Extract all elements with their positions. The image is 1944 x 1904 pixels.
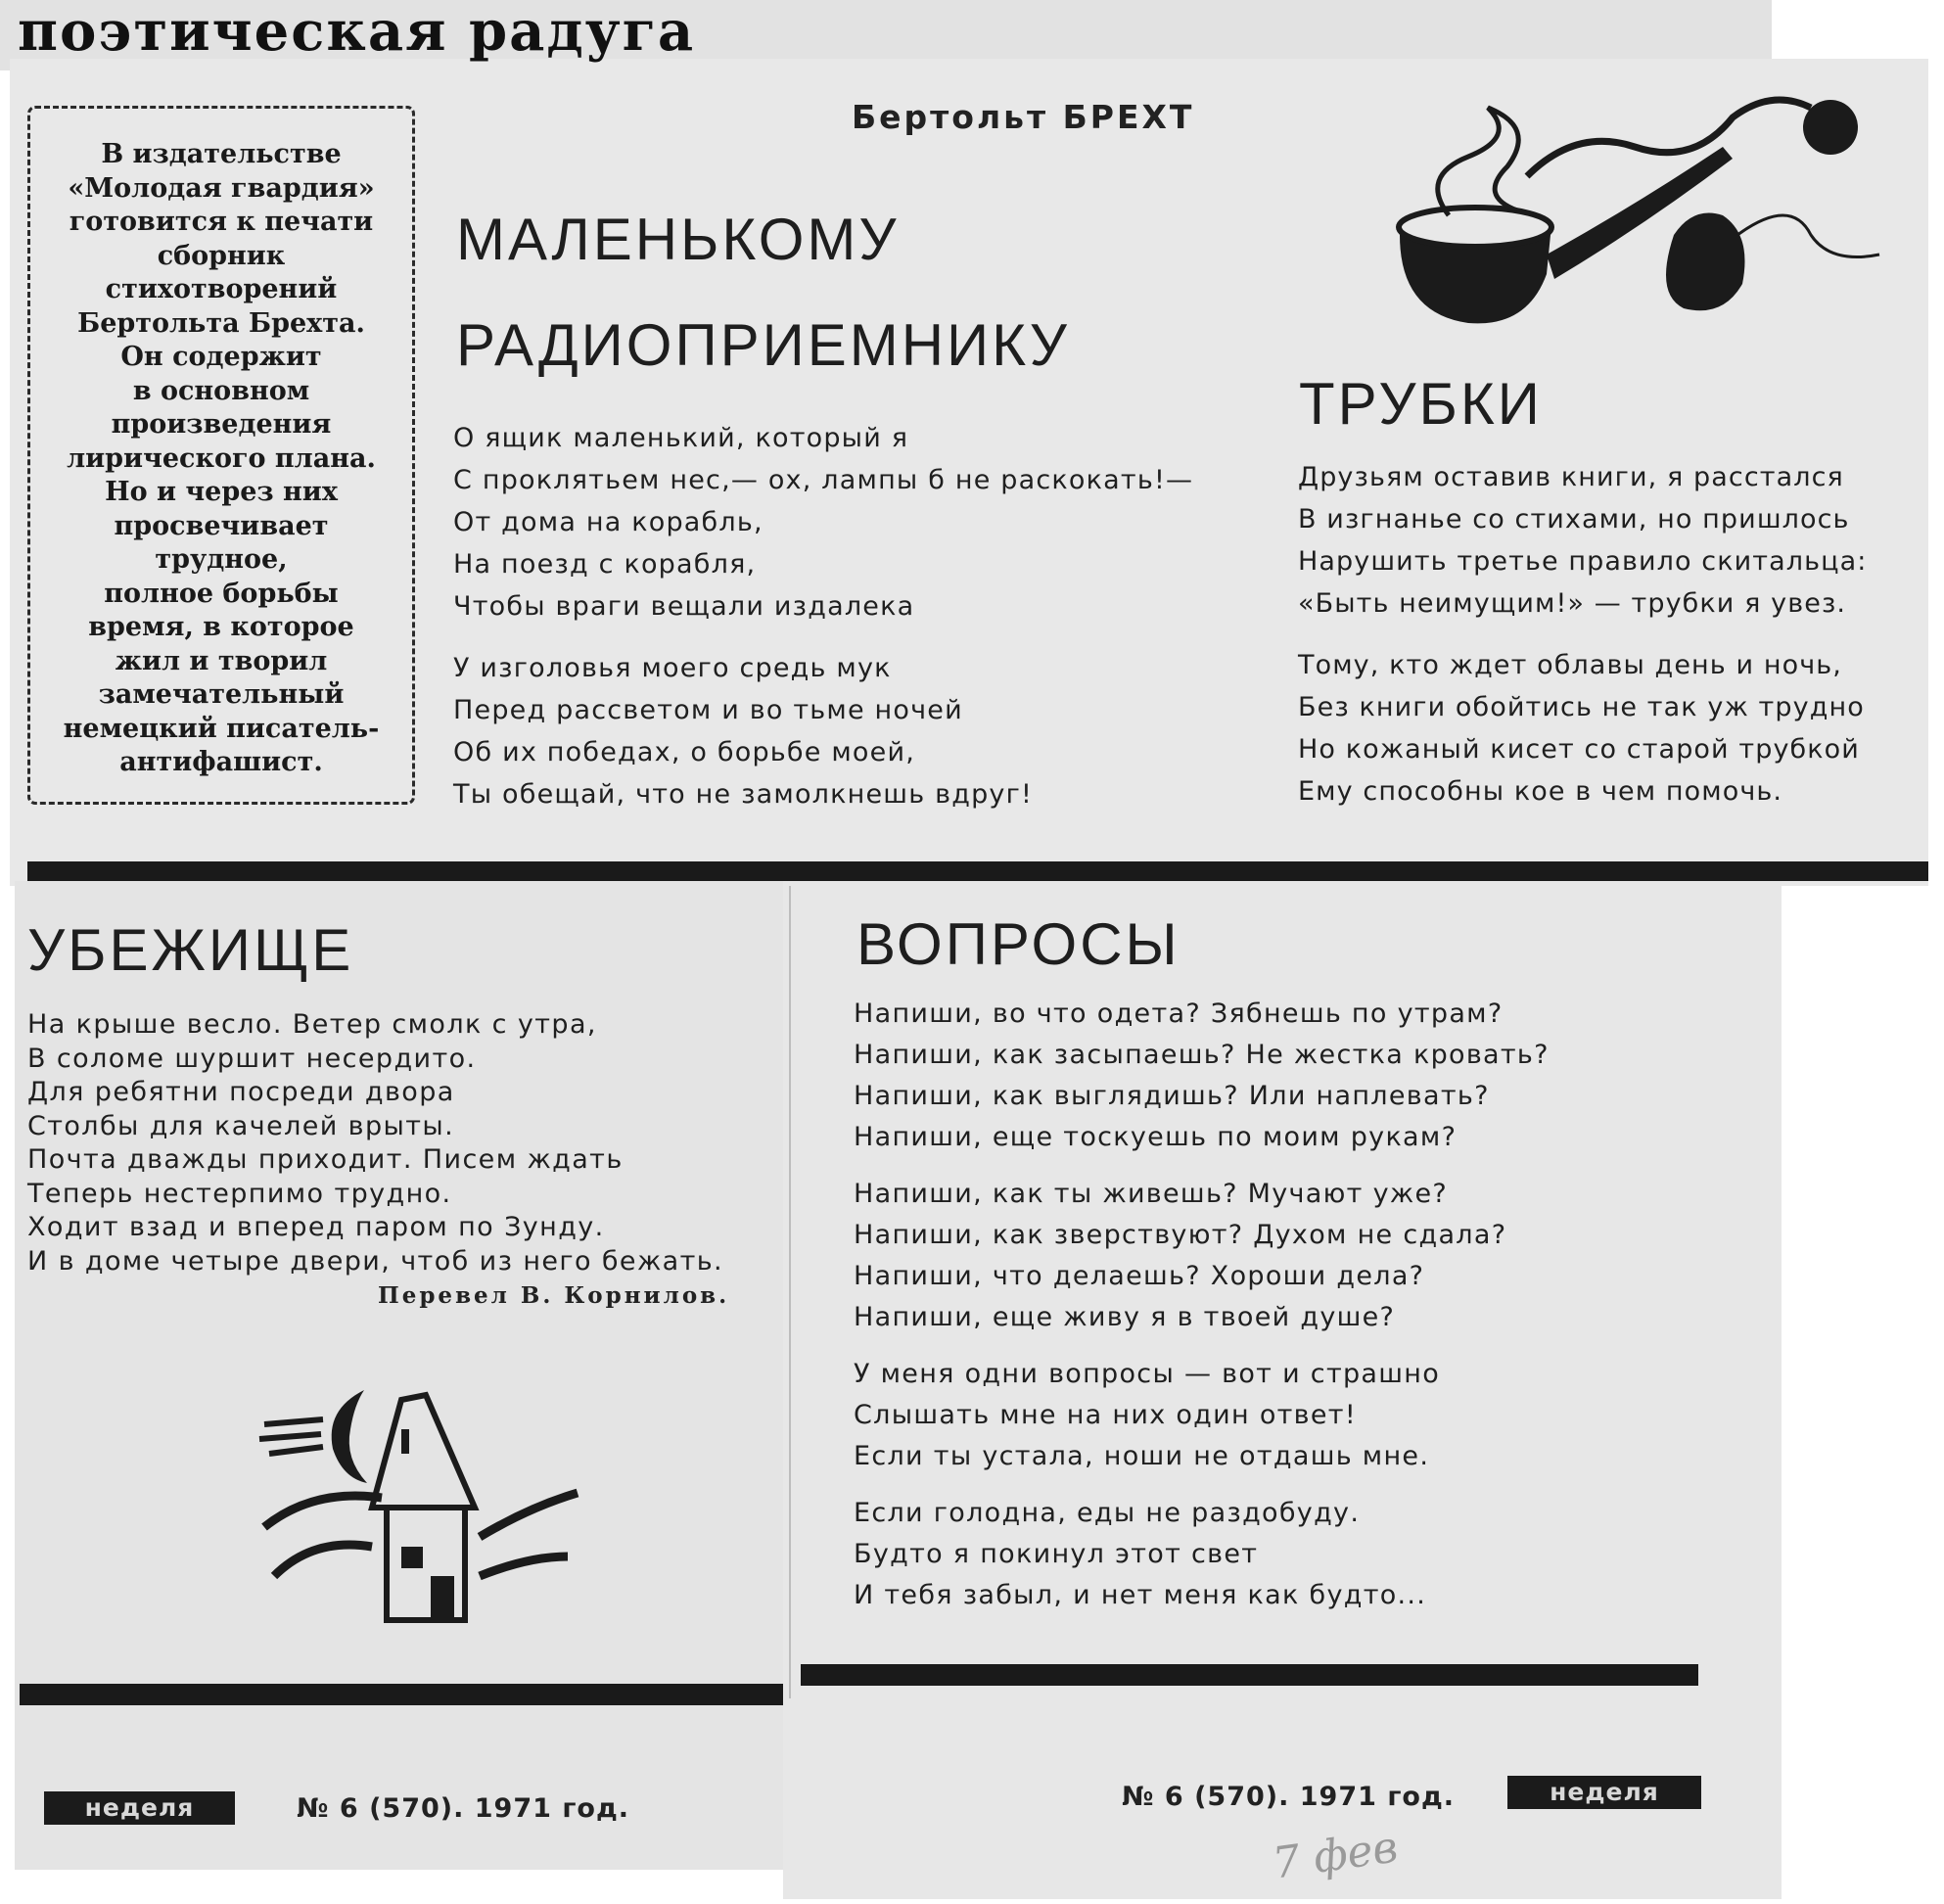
notice-line: трудное, bbox=[155, 544, 288, 575]
poem-line: «Быть неимущим!» — трубки я увез. bbox=[1298, 588, 1847, 619]
poem-line: О ящик маленький, который я bbox=[453, 423, 909, 453]
poem-line: Тому, кто ждет облавы день и ночь, bbox=[1298, 650, 1842, 680]
poem-stanza bbox=[1298, 456, 1867, 625]
section-rule-top bbox=[27, 861, 1928, 881]
poem-stanza bbox=[453, 417, 1193, 627]
poem-line: Столбы для качелей врыты. bbox=[27, 1110, 455, 1141]
notice-line: Бертольта Брехта. bbox=[77, 307, 365, 339]
poem-line: Чтобы враги вещали издалека bbox=[453, 591, 915, 622]
poem-line: Если ты устала, ноши не отдашь мне. bbox=[854, 1441, 1430, 1471]
poem-line: С проклятьем нес,— ох, лампы б не раскокать!— bbox=[453, 465, 1194, 495]
poem-line: И тебя забыл, и нет меня как будто... bbox=[854, 1580, 1427, 1610]
notice-line: немецкий писатель- bbox=[63, 713, 380, 744]
house-roof bbox=[372, 1395, 475, 1508]
poem-title-radio-line2: РАДИОПРИЕМНИКУ bbox=[456, 312, 1070, 378]
poem-line: Но кожаный кисет со старой трубкой bbox=[1298, 734, 1860, 765]
poem-title-radio-line1: МАЛЕНЬКОМУ bbox=[456, 207, 900, 272]
poem-line: Напиши, как засыпаешь? Не жестка кровать? bbox=[854, 1040, 1550, 1070]
poem-line: Перед рассветом и во тьме ночей bbox=[453, 695, 963, 725]
smoke-curl bbox=[1438, 108, 1519, 215]
poem-stanza bbox=[854, 1174, 1550, 1338]
poem-shelter-body bbox=[27, 1008, 723, 1278]
notice-line: просвечивает bbox=[114, 510, 329, 541]
poem-line: Без книги обойтись не так уж трудно bbox=[1298, 692, 1865, 722]
notice-line: стихотворений bbox=[105, 274, 338, 304]
crescent-moon bbox=[332, 1390, 367, 1483]
nedelya-logo: неделя bbox=[44, 1791, 235, 1825]
pipe-illustration bbox=[1380, 88, 1889, 362]
poem-line: Напиши, во что одета? Зябнешь по утрам? bbox=[854, 998, 1504, 1029]
poem-stanza bbox=[854, 994, 1550, 1158]
poem-line: Напиши, еще тоскуешь по моим рукам? bbox=[854, 1122, 1458, 1152]
poem-title-questions: ВОПРОСЫ bbox=[856, 911, 1180, 977]
poem-stanza bbox=[1298, 644, 1867, 813]
notice-line: В издательстве bbox=[101, 139, 342, 169]
notice-line: «Молодая гвардия» bbox=[68, 172, 375, 204]
poem-line: Слышать мне на них один ответ! bbox=[854, 1400, 1357, 1430]
poem-line: Будто я покинул этот свет bbox=[854, 1539, 1259, 1569]
notice-line: жил и творил bbox=[115, 645, 328, 676]
section-rule-bottom-right bbox=[801, 1664, 1698, 1686]
poem-line: Напиши, как выглядишь? Или наплевать? bbox=[854, 1081, 1490, 1111]
poem-line: Почта дважды приходит. Писем ждать bbox=[27, 1144, 624, 1175]
poem-line: И в доме четыре двери, чтоб из него бежать. bbox=[27, 1245, 724, 1277]
notice-line: Но и через них bbox=[105, 477, 338, 507]
poem-line: Теперь нестерпимо трудно. bbox=[27, 1178, 452, 1209]
poem-line: В изгнанье со стихами, но пришлось bbox=[1298, 504, 1850, 534]
poem-line: Напиши, как ты живешь? Мучают уже? bbox=[854, 1179, 1449, 1209]
poem-line: Ходит взад и вперед паром по Зунду. bbox=[27, 1212, 605, 1242]
notice-line: Он содержит bbox=[120, 342, 322, 372]
house-door bbox=[431, 1576, 454, 1620]
poem-line: Если голодна, еды не раздобуду. bbox=[854, 1498, 1361, 1528]
poem-line: У изголовья моего средь мук bbox=[453, 653, 892, 683]
house-window bbox=[401, 1547, 423, 1568]
issue-number-left: № 6 (570). 1971 год. bbox=[297, 1793, 630, 1824]
notice-line: лирического плана. bbox=[67, 442, 376, 474]
poem-line: Ты обещай, что не замолкнешь вдруг! bbox=[453, 779, 1034, 810]
handwritten-date-note: 7 фев bbox=[1270, 1822, 1402, 1889]
pouch-string bbox=[1737, 215, 1879, 257]
poem-title-pipes: ТРУБКИ bbox=[1299, 371, 1543, 437]
section-rule-bottom-left bbox=[20, 1684, 783, 1705]
notice-line: в основном bbox=[132, 375, 310, 406]
chimney bbox=[401, 1429, 409, 1454]
poem-line: На крыше весло. Ветер смолк с утра, bbox=[27, 1009, 597, 1040]
poem-questions-body bbox=[854, 994, 1550, 1636]
poem-line: Нарушить третье правило скитальца: bbox=[1298, 546, 1868, 577]
poem-line: В соломе шуршит несердито. bbox=[27, 1043, 477, 1074]
author-name: Бертольт БРЕХТ bbox=[852, 98, 1195, 136]
notice-line: антифашист. bbox=[119, 747, 323, 777]
poem-line: От дома на корабль, bbox=[453, 507, 764, 537]
notice-line: замечательный bbox=[98, 679, 345, 710]
tobacco-pouch bbox=[1666, 213, 1745, 311]
poem-radio-body bbox=[453, 417, 1193, 835]
poem-title-shelter: УБЕЖИЩЕ bbox=[27, 917, 354, 983]
smoke-swirl bbox=[1527, 100, 1811, 176]
translator-credit: Перевел В. Корнилов. bbox=[378, 1282, 730, 1309]
notice-line: полное борьбы bbox=[104, 578, 339, 609]
poem-pipes-body bbox=[1298, 456, 1867, 832]
rubric-heading: поэтическая радуга bbox=[18, 0, 696, 64]
poem-stanza bbox=[453, 647, 1193, 815]
smoke-end bbox=[1803, 100, 1858, 155]
pipe-bowl-rim bbox=[1399, 208, 1551, 247]
column-divider bbox=[789, 886, 791, 1698]
notice-line: готовится к печати bbox=[69, 207, 374, 237]
issue-number-right: № 6 (570). 1971 год. bbox=[1122, 1782, 1456, 1812]
notice-line: время, в которое bbox=[88, 612, 354, 642]
poem-line: Друзьям оставив книги, я расстался bbox=[1298, 462, 1844, 492]
poem-line: Напиши, еще живу я в твоей душе? bbox=[854, 1302, 1396, 1332]
poem-line: Для ребятни посреди двора bbox=[27, 1077, 455, 1107]
wind-lines bbox=[259, 1419, 323, 1454]
poem-line: На поезд с корабля, bbox=[453, 549, 757, 580]
poem-line: Ему способны кое в чем помочь. bbox=[1298, 776, 1783, 807]
nedelya-logo: неделя bbox=[1507, 1776, 1701, 1809]
poem-line: Об их победах, о борьбе моей, bbox=[453, 737, 915, 767]
notice-line: сборник bbox=[157, 240, 286, 271]
poem-line: Напиши, что делаешь? Хороши дела? bbox=[854, 1261, 1425, 1291]
notice-line: произведения bbox=[111, 409, 332, 440]
poem-line: У меня одни вопросы — вот и страшно bbox=[854, 1359, 1441, 1389]
poem-stanza bbox=[854, 1354, 1550, 1477]
publisher-notice bbox=[27, 106, 415, 805]
house-illustration bbox=[255, 1380, 587, 1635]
poem-line: Напиши, как зверствуют? Духом не сдала? bbox=[854, 1220, 1507, 1250]
poem-stanza bbox=[854, 1493, 1550, 1616]
